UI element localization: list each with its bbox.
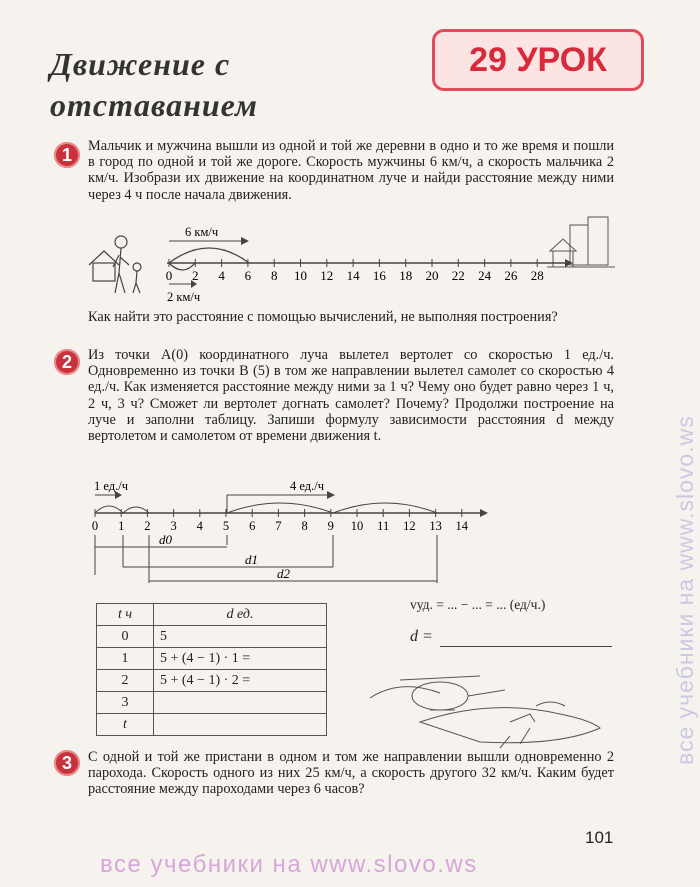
task-2-number: 2 xyxy=(54,349,80,375)
axis-tick-label: 2 xyxy=(144,519,151,533)
table-cell: 3 xyxy=(97,692,154,714)
axis-tick-label: 10 xyxy=(294,268,307,283)
lesson-badge-label: 29 УРОК xyxy=(469,41,607,79)
task-1-text: Мальчик и мужчина вышли из одной и той же деревни в одно и то же время и пошли в город по одной и той же дороге. Скорость мужчины 6 км/ч, а скорость мальчика 2 км/ч. Изобрази их движение на координатном луче и найди расстояние между ними через 4 ч после начала движения. xyxy=(88,138,614,203)
table-cell: 5 xyxy=(154,626,327,648)
task-2-text: Из точки A(0) координатного луча вылетел вертолет со скоростью 1 ед./ч. Одновременно из точки B (5) в том же направлении вылетел самолет со скоростью 4 ед./ч. Как изменяется расстояние между ними за 1 ч? Чему оно будет равно через 1 ч, 2 ч, 3 ч? Сможет ли вертолет догнать самолет? Почему? Продолжи построение на луче и заполни таблицу. Запиши формулу зависимости расстояния d между вертолетом и самолетом от времени движения t. xyxy=(88,347,614,445)
distance-table xyxy=(96,603,327,736)
watermark-side-text: все учебники на www.slovo.ws xyxy=(672,415,698,765)
table-header-row xyxy=(97,604,327,626)
axis-tick-label: 7 xyxy=(275,519,282,533)
axis-tick-label: 5 xyxy=(222,519,230,533)
task-1-question: Как найти это расстояние с помощью вычислений, не выполняя построения? xyxy=(88,309,558,325)
d1-label: d1 xyxy=(245,552,258,567)
axis-tick-label: 12 xyxy=(320,268,334,283)
axis-tick-label: 8 xyxy=(301,519,308,533)
table-cell: t xyxy=(97,714,154,736)
watermark-bottom[interactable]: все учебники на www.slovo.ws xyxy=(100,851,478,878)
d0-label: d0 xyxy=(159,532,172,547)
title-line-2: отставанием xyxy=(50,87,258,123)
axis-tick-label: 4 xyxy=(196,519,203,533)
table-header-t: t ч xyxy=(97,604,154,626)
axis-tick-label: 13 xyxy=(429,519,442,533)
axis-tick-label: 0 xyxy=(91,519,99,533)
axis-tick-label: 1 xyxy=(118,519,125,533)
table-row xyxy=(97,648,327,670)
task-1-diagram xyxy=(85,215,625,307)
speed-label-man: 6 км/ч xyxy=(185,225,219,239)
table-cell: 1 xyxy=(97,648,154,670)
axis-tick-label: 18 xyxy=(399,268,413,283)
table-header-d: d ед. xyxy=(154,604,327,626)
axis-tick-label: 6 xyxy=(249,519,256,533)
speed-label-plane: 4 ед./ч xyxy=(290,479,325,493)
task-2-diagram xyxy=(85,475,505,587)
watermark-side xyxy=(650,125,698,765)
axis-tick-label: 26 xyxy=(504,268,518,283)
table-cell[interactable] xyxy=(154,692,327,714)
title-line-1: Движение с xyxy=(50,46,231,82)
town-sketch xyxy=(547,217,615,267)
axis-tick-label: 3 xyxy=(170,519,177,533)
axis-tick-label: 22 xyxy=(451,268,465,283)
axis-tick-label: 14 xyxy=(346,268,360,283)
axis-tick-label: 8 xyxy=(270,268,278,283)
table-row xyxy=(97,670,327,692)
axis-tick-label: 20 xyxy=(425,268,439,283)
axis-tick-label: 14 xyxy=(455,519,469,533)
axis-tick-label: 10 xyxy=(350,519,364,533)
table-row xyxy=(97,714,327,736)
page-number: 101 xyxy=(585,828,614,847)
d-formula-line[interactable] xyxy=(440,646,612,647)
table-cell: 0 xyxy=(97,626,154,648)
speed-label-boy: 2 км/ч xyxy=(167,290,201,304)
axis-tick-label: 11 xyxy=(377,519,390,533)
table-cell: 5 + (4 − 1) · 2 = xyxy=(154,670,327,692)
axis-tick-label: 4 xyxy=(218,268,225,283)
axis-tick-label: 12 xyxy=(403,519,416,533)
axis-tick-label: 6 xyxy=(244,268,252,283)
axis-tick-label: 2 xyxy=(192,268,199,283)
page-title xyxy=(50,44,258,126)
task-3-text: С одной и той же пристани в одном и том же направлении вышли одновременно 2 парохода. Скорость одного из них 25 км/ч, а скорость другого 32 км/ч. Каким будет расстояние между пароходами через 6 часов? xyxy=(88,749,614,798)
d-formula: d = xyxy=(410,628,433,645)
table-row xyxy=(97,626,327,648)
helicopter-plane-sketch xyxy=(360,658,620,753)
table-cell: 5 + (4 − 1) · 1 = xyxy=(154,648,327,670)
d2-label: d2 xyxy=(277,566,290,581)
table-cell: 2 xyxy=(97,670,154,692)
axis-tick-label: 16 xyxy=(372,268,386,283)
people-sketch xyxy=(89,236,141,293)
speed-label-helicopter: 1 ед./ч xyxy=(94,479,129,493)
axis-tick-label: 28 xyxy=(530,268,544,283)
axis-tick-label: 24 xyxy=(478,268,492,283)
axis-tick-label: 9 xyxy=(327,519,334,533)
table-row xyxy=(97,692,327,714)
lesson-badge xyxy=(432,29,644,91)
v-formula: vуд. = ... − ... = ... (ед/ч.) xyxy=(410,597,546,612)
task-1-number: 1 xyxy=(54,142,80,168)
task-3-number: 3 xyxy=(54,750,80,776)
table-cell[interactable] xyxy=(154,714,327,736)
axis-tick-label: 0 xyxy=(165,268,173,283)
